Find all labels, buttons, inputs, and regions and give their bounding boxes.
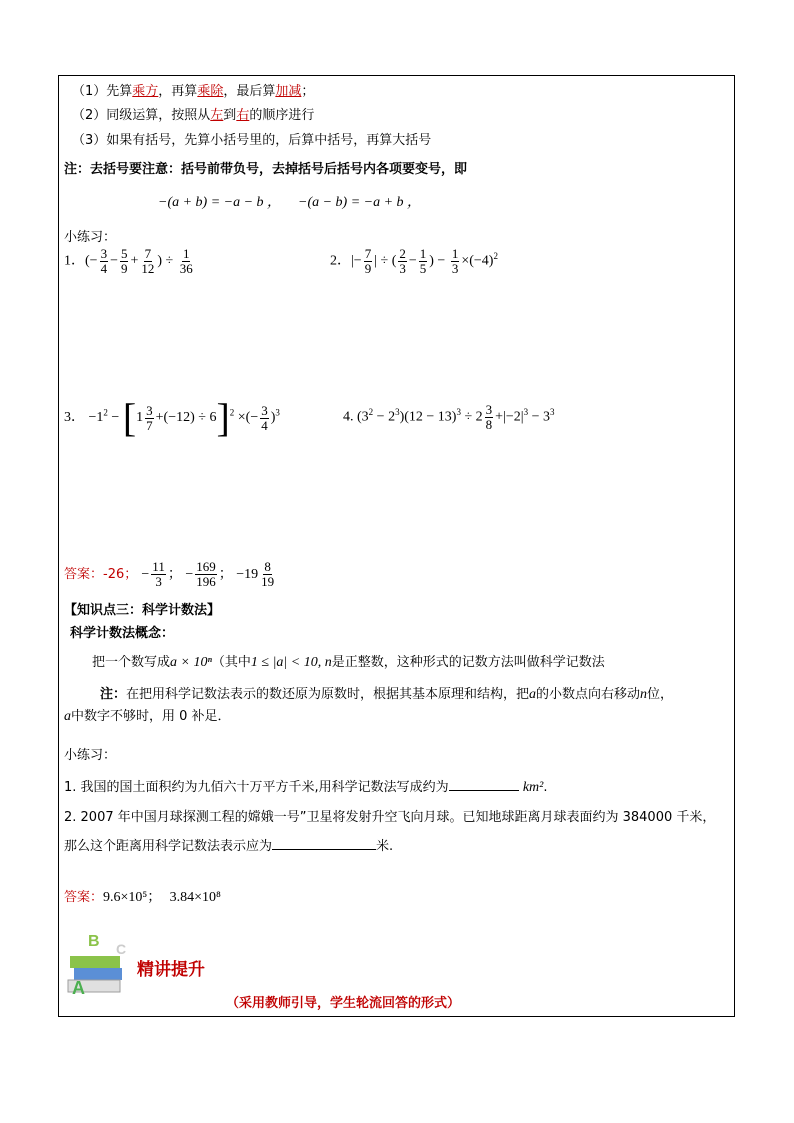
rule-3: （3）如果有括号，先算小括号里的，后算中括号，再算大括号 — [72, 133, 432, 148]
bracket-formula-2: −(a − b) = −a + b ， — [298, 195, 422, 210]
knowledge-3-title: 【知识点三：科学计数法】 — [64, 603, 221, 618]
sci-notation-note-line2: a中数字不够时，用 0 补足． — [64, 709, 231, 724]
practice-title: 小练习： — [64, 230, 117, 245]
abc-books-icon — [64, 928, 139, 996]
practice-2-q2-line2: 那么这个距离用科学记数法表示应为 米. — [64, 835, 393, 854]
section-subtitle: （采用教师引导，学生轮流回答的形式） — [226, 996, 461, 1011]
problem-1: 1．(− $\frac{3}{4}$ − $\frac{5}{9}$ + $\frac{7}{12}$ ) ÷ $\frac{1}{36}$ — [64, 246, 193, 276]
problem-2: 2．|− $\frac{7}{9}$ | ÷ ( $\frac{2}{3}$ − $\frac{1}{5}$ ) − $\frac{1}{3}$ $\times(-4)^2$ — [330, 246, 498, 276]
svg-text:A: A — [72, 978, 85, 996]
answer-1: 答案：-26； − $\frac{11}{3}$ ； − $\frac{169}{196}$ ； −19 $\frac{8}{19}$ — [64, 559, 275, 589]
answer-blank-1[interactable] — [449, 776, 519, 791]
answer-2: 答案：9.6×10⁵； 3.84×10⁸ — [64, 890, 221, 905]
svg-text:C: C — [116, 941, 127, 957]
rule-1: （1）先算乘方，再算乘除，最后算加减； — [72, 84, 315, 99]
practice-2-title: 小练习： — [64, 748, 117, 763]
section-title: 精讲提升 — [137, 960, 205, 980]
problem-4: 4. $(3^2 - 2^3)(12 - 13)^3 \div 2$ $\frac{3}{8}$ $+|-2|^3 - 3^3$ — [343, 402, 555, 432]
practice-2-q1: 1. 我国的国土面积约为九佰六十万平方千米,用科学记数法写成约为 km². — [64, 776, 547, 796]
rule-2: （2）同级运算，按照从左到右的顺序进行 — [72, 108, 315, 123]
concept-title: 科学计数法概念： — [70, 626, 175, 641]
sci-notation-note-line1: 注：在把用科学记数法表示的数还原为原数时，根据其基本原理和结构，把a的小数点向右移动n位， — [100, 687, 674, 702]
svg-text:B: B — [88, 933, 100, 950]
practice-2-q2-line1: 2. 2007 年中国月球探测工程的嫦娥一号”卫星将发射升空飞向月球。已知地球距离月球表面约为 384000 千米， — [64, 810, 716, 825]
content-frame — [58, 75, 735, 1017]
note-bracket: 注：去括号要注意：括号前带负号，去掉括号后括号内各项要变号，即 — [64, 162, 468, 177]
problem-3: 3． $-1^2 - [1$ $\frac{3}{7}$ +(−12) ÷ 6]$^2$ ×(− $\frac{3}{4}$ )$^3$ — [64, 395, 280, 440]
answer-blank-2[interactable] — [272, 835, 376, 850]
bracket-formula-1: −(a + b) = −a − b ， — [158, 195, 282, 210]
sci-notation-definition: 把一个数写成a × 10ⁿ（其中1 ≤ |a| < 10, n是正整数，这种形式的记数方法叫做科学记数法 — [92, 655, 605, 670]
